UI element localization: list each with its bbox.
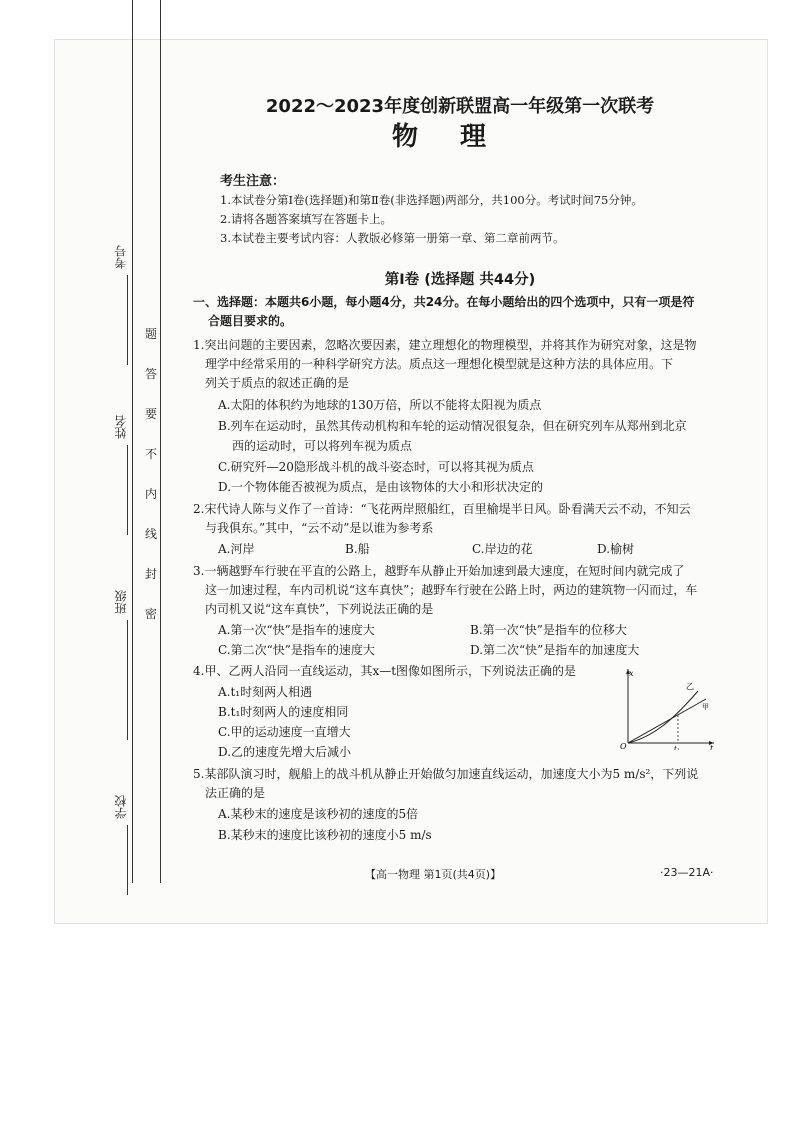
exam-no-line [127, 275, 128, 365]
question-1-stem: 1.突出问题的主要因素，忽略次要因素，建立理想化的物理模型，并将其作为研究对象，这是物 [193, 338, 697, 352]
question-1-option-c: C.研究歼—20隐形战斗机的战斗姿态时，可以将其视为质点 [218, 460, 534, 474]
question-1-option-d: D.一个物体能否被视为质点，是由该物体的大小和形状决定的 [218, 480, 544, 494]
question-1-stem: 列关于质点的叙述正确的是 [205, 376, 350, 390]
question-4-stem: 4.甲、乙两人沿同一直线运动，其x—t图像如图所示，下列说法正确的是 [193, 664, 577, 678]
seal-char: 密 [145, 607, 158, 621]
question-2-option-a: A.河岸 [218, 542, 255, 556]
school-label: 学校 [114, 795, 128, 819]
question-2-option-b: B.船 [345, 542, 370, 556]
question-4-option-c: C.甲的运动速度一直增大 [218, 725, 351, 739]
question-3-option-d: D.第二次“快”是指车的加速度大 [470, 643, 640, 657]
x-t-graph [618, 665, 718, 750]
name-label: 姓名 [114, 415, 128, 439]
exam-title: 2022～2023年度创新联盟高一年级第一次联考 [265, 96, 655, 117]
notice-item: 3.本试卷主要考试内容：人教版必修第一册第一章、第二章前两节。 [220, 231, 565, 245]
question-5-stem: 5.某部队演习时，舰船上的战斗机从静止开始做匀加速直线运动，加速度大小为5 m/s²，下列说 [193, 767, 699, 781]
question-5-stem: 法正确的是 [205, 786, 266, 800]
curve-yi-label: 乙 [686, 682, 694, 691]
question-3-option-a: A.第一次“快”是指车的速度大 [218, 623, 375, 637]
notice-heading: 考生注意： [220, 174, 286, 189]
section-title: 第Ⅰ卷 (选择题 共44分) [384, 272, 536, 288]
question-3-stem: 3.一辆越野车行驶在平直的公路上，越野车从静止开始加速到最大速度，在短时间内就完成了 [193, 564, 685, 578]
seal-char: 不 [145, 447, 158, 461]
notice-item: 1.本试卷分第Ⅰ卷(选择题)和第Ⅱ卷(非选择题)两部分，共100分。考试时间75分钟。 [220, 193, 643, 207]
class-label: 班级 [114, 590, 128, 614]
question-5-option-b: B.某秒末的速度比该秒初的速度小5 m/s [218, 828, 432, 842]
name-line [127, 445, 128, 535]
question-3-option-c: C.第二次“快”是指车的速度大 [218, 643, 375, 657]
curve-jia [628, 699, 706, 743]
origin-label: O [620, 742, 627, 750]
question-2-option-c: C.岸边的花 [472, 542, 533, 556]
question-2-stem: 与我俱东。”其中，“云不动”是以谁为参考系 [205, 521, 434, 535]
section-instruction: 一、选择题：本题共6小题，每小题4分，共24分。在每小题给出的四个选项中，只有一项是符 [193, 295, 695, 309]
question-5-option-a: A.某秒末的速度是该秒初的速度的5倍 [218, 807, 419, 821]
seal-char: 内 [145, 487, 158, 501]
question-3-option-b: B.第一次“快”是指车的位移大 [470, 623, 627, 637]
question-4-option-b: B.t₁时刻两人的速度相同 [218, 705, 349, 719]
exam-code: ·23—21A· [660, 866, 714, 879]
seal-char: 封 [145, 567, 158, 581]
subject-title: 物理 [391, 122, 528, 152]
question-4-option-a: A.t₁时刻两人相遇 [218, 685, 313, 699]
notice-item: 2.请将各题答案填写在答题卡上。 [220, 212, 392, 226]
t1-label: t₁ [674, 745, 680, 750]
class-line [127, 620, 128, 740]
seal-char: 线 [145, 527, 158, 541]
question-1-option-b: B.列车在运动时，虽然其传动机构和车轮的运动情况很复杂，但在研究列车从郑州到北京 [218, 419, 687, 433]
binding-line-outer [132, 0, 133, 883]
section-instruction: 合题目要求的。 [208, 314, 293, 328]
question-2-stem: 2.宋代诗人陈与义作了一首诗：“飞花两岸照船红，百里榆堤半日风。卧看满天云不动，不知云 [193, 502, 691, 516]
question-1-stem: 理学中经常采用的一种科学研究方法。质点这一理想化模型就是这种方法的具体应用。下 [205, 357, 674, 371]
question-4-option-d: D.乙的速度先增大后减小 [218, 745, 352, 759]
curve-yi [628, 691, 698, 743]
page-info: 【高一物理 第1页(共4页)】 [365, 868, 502, 881]
seal-char: 题 [145, 327, 158, 341]
seal-char: 答 [145, 367, 158, 381]
school-line [127, 825, 128, 895]
exam-no-label: 考号 [114, 245, 128, 269]
question-1-option-b-cont: 西的运动时，可以将列车视为质点 [232, 439, 413, 453]
question-3-stem: 这一加速过程，车内司机说“这车真快”；越野车行驶在公路上时，两边的建筑物一闪而过，车 [205, 583, 698, 597]
seal-char: 要 [145, 407, 158, 421]
x-axis-label: x [629, 669, 634, 678]
question-2-option-d: D.榆树 [597, 542, 635, 556]
question-1-option-a: A.太阳的体积约为地球的130万倍，所以不能将太阳视为质点 [218, 398, 542, 412]
question-3-stem: 内司机又说“这车真快”，下列说法正确的是 [205, 602, 434, 616]
t-axis-label: t [710, 744, 714, 750]
curve-jia-label: 甲 [702, 703, 709, 711]
